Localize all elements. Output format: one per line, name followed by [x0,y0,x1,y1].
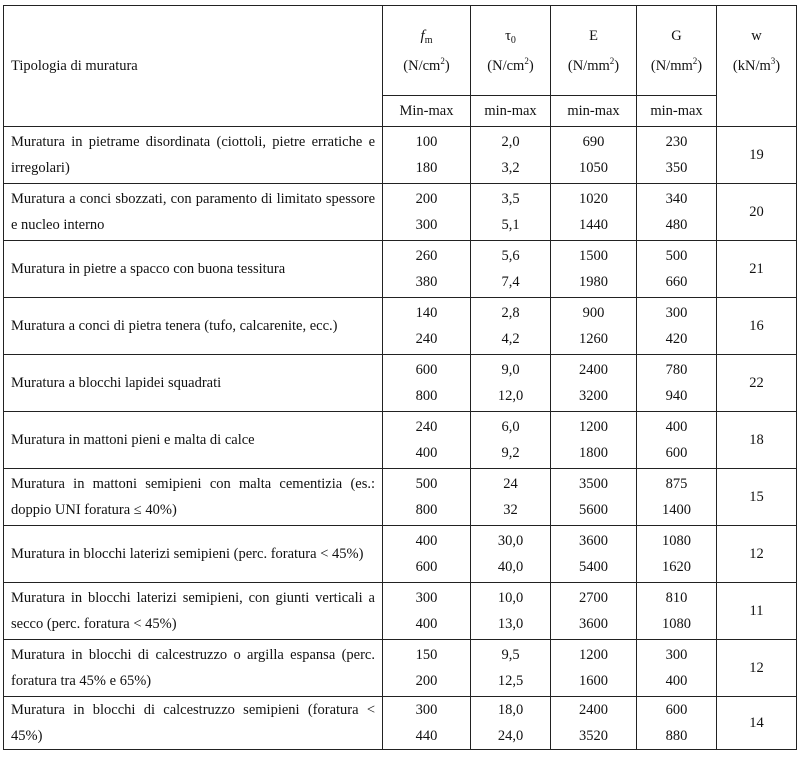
value-min: 690 [582,134,605,150]
cell-w: 11 [717,583,797,640]
value-max: 1080 [662,616,691,632]
cell-w: 12 [717,640,797,697]
value-max: 1600 [579,673,608,689]
cell-fm [383,469,471,526]
row-description: Muratura in blocchi laterizi semipieni (perc. foratura < 45%) [4,526,383,583]
value-min: 300 [665,305,688,321]
cell-tau [471,640,551,697]
value-min: 300 [415,590,438,606]
header-w: w $(kN/m^3)$ [717,6,797,127]
value-max: 180 [415,160,438,176]
value-max: 800 [415,388,438,404]
value-min: 600 [415,362,438,378]
value-max: 1620 [662,559,691,575]
cell-w: 12 [717,526,797,583]
value-max: 400 [665,673,688,689]
value-max: 12,5 [497,673,524,689]
value-max: 480 [665,217,688,233]
value-max: 12,0 [497,388,524,404]
cell-w: 22 [717,355,797,412]
value-min: 400 [665,419,688,435]
value-min: 3500 [579,476,608,492]
cell-fm [383,355,471,412]
cell-w: 18 [717,412,797,469]
value-max: 7,4 [501,274,520,290]
cell-e [551,298,637,355]
value-min: 500 [415,476,438,492]
value-max: 240 [415,331,438,347]
cell-g [637,184,717,241]
cell-w: 20 [717,184,797,241]
row-description: Muratura in blocchi di calcestruzzo semipieni (foratura < 45%) [4,697,383,750]
value-min: 2,8 [501,305,520,321]
value-min: 300 [415,702,438,718]
cell-e [551,583,637,640]
value-min: 5,6 [501,248,520,264]
value-min: 9,0 [501,362,520,378]
cell-fm [383,697,471,750]
value-max: 1980 [579,274,608,290]
cell-e [551,355,637,412]
cell-tau [471,355,551,412]
value-min: 900 [582,305,605,321]
value-min: 2700 [579,590,608,606]
value-max: 380 [415,274,438,290]
cell-g [637,355,717,412]
cell-fm [383,298,471,355]
value-max: 9,2 [501,445,520,461]
cell-g [637,412,717,469]
table-row [4,355,797,412]
value-max: 1050 [579,160,608,176]
cell-g [637,640,717,697]
value-max: 1800 [579,445,608,461]
value-min: 140 [415,305,438,321]
value-max: 600 [665,445,688,461]
cell-tau [471,127,551,184]
value-max: 660 [665,274,688,290]
table-row [4,469,797,526]
value-max: 3600 [579,616,608,632]
value-max: 440 [415,728,438,744]
value-min: 10,0 [497,590,524,606]
cell-w: 16 [717,298,797,355]
value-min: 260 [415,248,438,264]
row-description: Muratura a conci sbozzati, con paramento di limitato spessore e nucleo interno [4,184,383,241]
value-min: 1080 [662,533,691,549]
table-row [4,184,797,241]
value-max: 1440 [579,217,608,233]
value-max: 5600 [579,502,608,518]
row-description: Muratura in mattoni pieni e malta di calce [4,412,383,469]
value-max: 3,2 [501,160,520,176]
value-max: 24,0 [497,728,524,744]
value-max: 940 [665,388,688,404]
cell-fm [383,526,471,583]
value-min: 230 [665,134,688,150]
row-description: Muratura in blocchi laterizi semipieni, con giunti verticali a secco (perc. foratura < 45%) [4,583,383,640]
value-max: 3200 [579,388,608,404]
row-description: Muratura in mattoni semipieni con malta cementizia (es.: doppio UNI foratura ≤ 40%) [4,469,383,526]
cell-w: 14 [717,697,797,750]
value-min: 2,0 [501,134,520,150]
row-description: Muratura in pietrame disordinata (ciottoli, pietre erratiche e irregolari) [4,127,383,184]
value-min: 30,0 [497,533,524,549]
cell-g [637,469,717,526]
value-min: 9,5 [501,647,520,663]
value-min: 600 [665,702,688,718]
row-description: Muratura a blocchi lapidei squadrati [4,355,383,412]
table-row [4,526,797,583]
value-min: 1020 [579,191,608,207]
table-row [4,298,797,355]
value-max: 3520 [579,728,608,744]
cell-e [551,412,637,469]
value-max: 200 [415,673,438,689]
cell-g [637,298,717,355]
value-min: 6,0 [501,419,520,435]
value-min: 100 [415,134,438,150]
table-row [4,697,797,750]
value-min: 400 [415,533,438,549]
cell-e [551,241,637,298]
masonry-properties-table [3,5,797,750]
cell-fm [383,412,471,469]
cell-fm [383,241,471,298]
cell-g [637,127,717,184]
cell-e [551,697,637,750]
cell-e [551,640,637,697]
value-max: 5,1 [501,217,520,233]
value-min: 24 [503,476,518,492]
value-max: 350 [665,160,688,176]
cell-tau [471,469,551,526]
value-max: 420 [665,331,688,347]
value-max: 4,2 [501,331,520,347]
table-row [4,241,797,298]
value-min: 1200 [579,647,608,663]
value-max: 40,0 [497,559,524,575]
cell-w: 21 [717,241,797,298]
row-description: Muratura a conci di pietra tenera (tufo, calcarenite, ecc.) [4,298,383,355]
range-tau: min-max [471,96,551,127]
range-fm: Min-max [383,96,471,127]
cell-e [551,127,637,184]
table-row [4,412,797,469]
value-max: 400 [415,445,438,461]
header-title: Tipologia di muratura [4,6,383,127]
cell-fm [383,127,471,184]
cell-g [637,241,717,298]
cell-tau [471,412,551,469]
cell-fm [383,640,471,697]
value-min: 810 [665,590,688,606]
value-min: 340 [665,191,688,207]
cell-w: 19 [717,127,797,184]
value-min: 3,5 [501,191,520,207]
value-max: 880 [665,728,688,744]
value-max: 5400 [579,559,608,575]
value-min: 1200 [579,419,608,435]
cell-tau [471,241,551,298]
header-fm: $f_m$ $(N/cm^2)$ [383,6,471,96]
value-max: 400 [415,616,438,632]
cell-g [637,697,717,750]
cell-tau [471,583,551,640]
value-max: 800 [415,502,438,518]
table-row [4,583,797,640]
value-min: 875 [665,476,688,492]
cell-tau [471,184,551,241]
cell-e [551,469,637,526]
row-description: Muratura in blocchi di calcestruzzo o argilla espansa (perc. foratura tra 45% e 65%) [4,640,383,697]
value-max: 300 [415,217,438,233]
value-max: 600 [415,559,438,575]
value-min: 240 [415,419,438,435]
row-description: Muratura in pietre a spacco con buona tessitura [4,241,383,298]
header-row [4,6,797,96]
header-g: G $(N/mm^2)$ [637,6,717,96]
cell-tau [471,526,551,583]
value-min: 200 [415,191,438,207]
value-min: 500 [665,248,688,264]
value-min: 300 [665,647,688,663]
value-min: 2400 [579,362,608,378]
cell-tau [471,298,551,355]
value-max: 1400 [662,502,691,518]
cell-g [637,583,717,640]
value-max: 13,0 [497,616,524,632]
cell-w: 15 [717,469,797,526]
value-max: 1260 [579,331,608,347]
table-row [4,127,797,184]
table-row [4,640,797,697]
value-min: 1500 [579,248,608,264]
cell-g [637,526,717,583]
range-e: min-max [551,96,637,127]
cell-e [551,526,637,583]
header-e: E $(N/mm^2)$ [551,6,637,96]
cell-fm [383,583,471,640]
range-g: min-max [637,96,717,127]
value-min: 3600 [579,533,608,549]
header-tau: $\tau_0$ $(N/cm^2)$ [471,6,551,96]
value-min: 780 [665,362,688,378]
cell-tau [471,697,551,750]
value-max: 32 [503,502,518,518]
cell-e [551,184,637,241]
value-min: 18,0 [497,702,524,718]
value-min: 2400 [579,702,608,718]
cell-fm [383,184,471,241]
value-min: 150 [415,647,438,663]
